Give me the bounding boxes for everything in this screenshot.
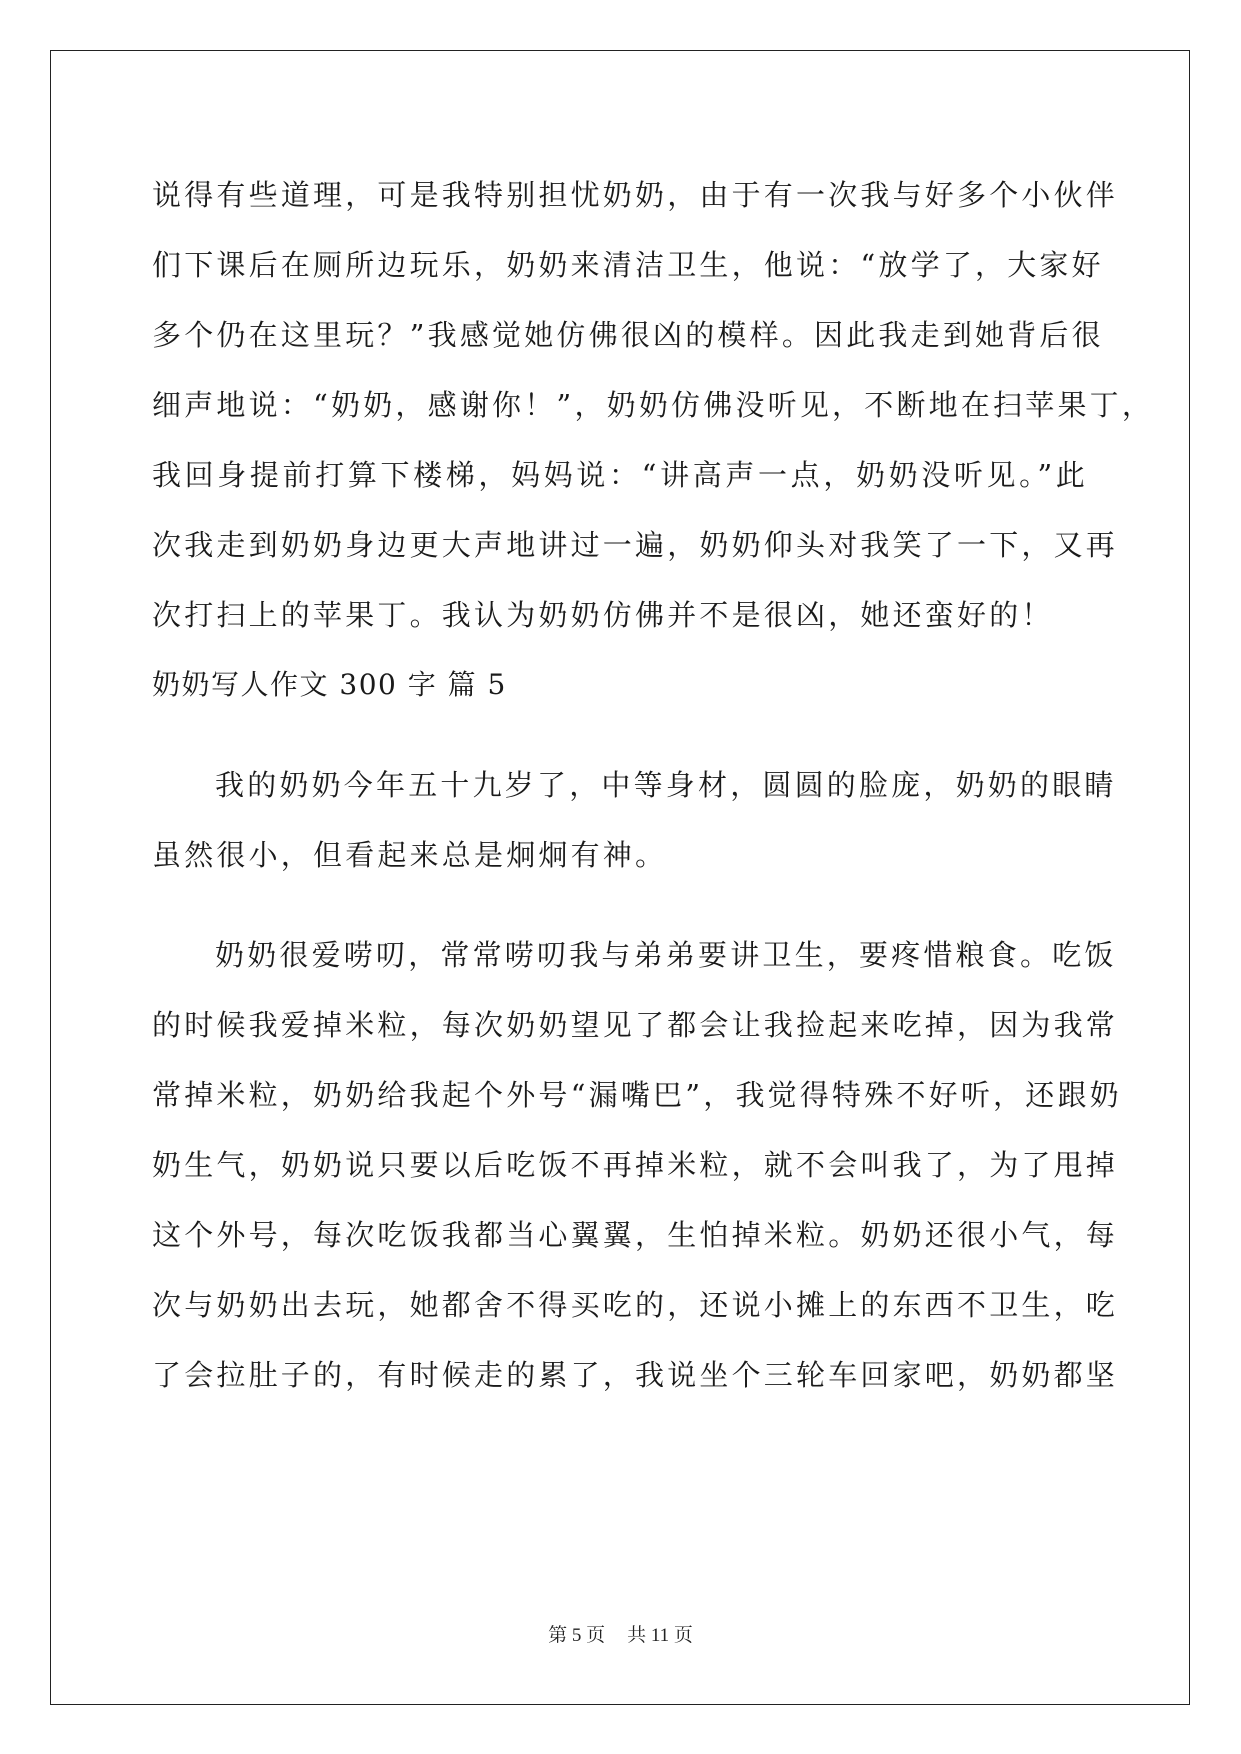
paragraph-line: 我的奶奶今年五十九岁了，中等身材，圆圆的脸庞，奶奶的眼睛	[215, 768, 1117, 802]
text-line: 次打扫上的苹果丁。我认为奶奶仿佛并不是很凶，她还蛮好的！	[152, 598, 1054, 632]
paragraph-line: 次与奶奶出去玩，她都舍不得买吃的，还说小摊上的东西不卫生，吃	[152, 1288, 1119, 1322]
paragraph-line: 的时候我爱掉米粒，每次奶奶望见了都会让我捡起来吃掉，因为我常	[152, 1008, 1119, 1042]
paragraph-line: 虽然很小，但看起来总是炯炯有神。	[152, 838, 668, 872]
text-line: 多个仍在这里玩？”我感觉她仿佛很凶的模样。因此我走到她背后很	[152, 318, 1104, 352]
paragraph-line: 这个外号，每次吃饭我都当心翼翼，生怕掉米粒。奶奶还很小气，每	[152, 1218, 1119, 1252]
text-line: 说得有些道理，可是我特别担忧奶奶，由于有一次我与好多个小伙伴	[152, 178, 1119, 212]
text-line: 次我走到奶奶身边更大声地讲过一遍，奶奶仰头对我笑了一下，又再	[152, 528, 1119, 562]
total-pages: 共 11 页	[627, 1625, 693, 1646]
text-line: 们下课后在厕所边玩乐，奶奶来清洁卫生，他说：“放学了，大家好	[152, 248, 1104, 282]
paragraph-line: 奶生气，奶奶说只要以后吃饭不再掉米粒，就不会叫我了，为了甩掉	[152, 1148, 1119, 1182]
page-footer	[0, 1620, 1241, 1647]
text-line: 我回身提前打算下楼梯，妈妈说：“讲高声一点，奶奶没听见。”此	[152, 458, 1088, 492]
paragraph-line: 奶奶很爱唠叨，常常唠叨我与弟弟要讲卫生，要疼惜粮食。吃饭	[215, 938, 1117, 972]
current-page-number: 第 5 页	[548, 1625, 606, 1646]
paragraph-line: 常掉米粒，奶奶给我起个外号“漏嘴巴”，我觉得特殊不好听，还跟奶	[152, 1078, 1122, 1112]
text-line: 细声地说：“奶奶，感谢你！”，奶奶仿佛没听见，不断地在扫苹果丁，	[152, 388, 1155, 422]
paragraph-line: 了会拉肚子的，有时候走的累了，我说坐个三轮车回家吧，奶奶都坚	[152, 1358, 1119, 1392]
document-body	[152, 160, 1155, 1410]
section-heading: 奶奶写人作文 300 字 篇 5	[152, 668, 507, 701]
